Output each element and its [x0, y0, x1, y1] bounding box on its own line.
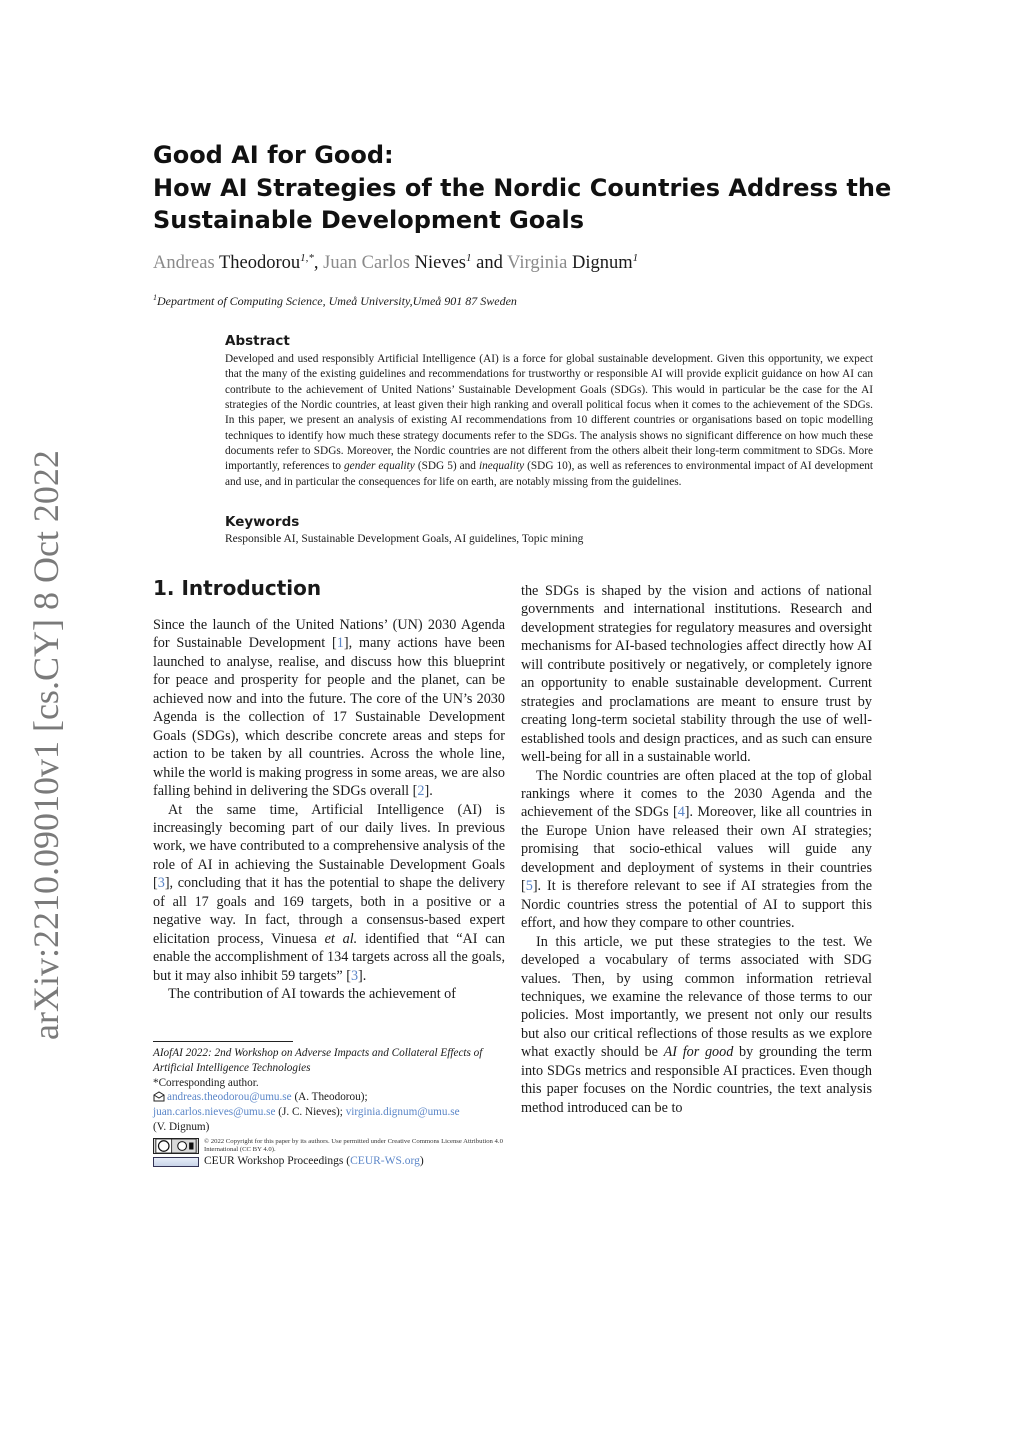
paragraph	[521, 767, 872, 933]
author-2-given: Juan Carlos	[323, 253, 410, 274]
text-run: Since the launch of the United Nations’ (UN) 2030 Agenda for Sustainable Development [	[153, 617, 505, 652]
author-1-mark: 1,*	[300, 252, 314, 264]
text-run: by grounding the term into SDGs metrics and responsible AI practices. Even though this paper focuses on the Nordic countries, the text analysis method introduced can be to	[521, 1044, 872, 1116]
paragraph: the SDGs is shaped by the vision and actions of national governments and international institutions. Research and development strategies for regulatory measures and oversight mechanisms for AI-based technologies affect directly how AI will contribute positively or negatively, or completely ignore an opportunity to enable sustainable development. Current strategies and proclamations are meant to ensure trust by creating long-term societal stability through the use of well-established tools and design practices, and as such can ensure well-being for all in a sustainable world.	[521, 583, 872, 766]
title-line-2: How AI Strategies of the Nordic Countries Address the	[153, 173, 892, 202]
abstract-part-2: (SDG 5) and	[414, 460, 479, 473]
author-3-mark: 1	[632, 252, 639, 264]
author-3-given: Virginia	[507, 253, 568, 274]
text-run: At the same time, Artificial Intelligence (AI) is increasingly becoming part of our daily lives. In previous work, we have contributed to a comprehensive analysis of the role of AI in achieving the Sustainable Development Goals [	[153, 801, 505, 892]
abstract-part-1: Developed and used responsibly Artificial Intelligence (AI) is a force for global sustainable development. Given this opportunity, we expect that the many of the existing guidelines and recommendations for trustworthy or responsible AI will provide explicit guidance on how AI can contribute to the achievement of United Nations’ Sustainable Development Goals (SDGs). This would in particular be the case for the AI strategies of the Nordic countries, at least given their high ranking and overall political focus when it comes to the achievement of the SDGs. In this paper, we present an analysis of existing AI recommendations from 10 different countries or organisations based on topic modelling techniques to identify how much these strategy documents refer to the SDGs. The analysis shows no significant difference on how much these documents refer to SDGs. Moreover, the Nordic countries are not different from the others albeit their long-term commitment to SDGs. More importantly, references to	[225, 353, 873, 473]
citation-link[interactable]: 3	[157, 875, 165, 892]
text-run: ]. It is therefore relevant to see if AI strategies from the Nordic countries stress the potential of AI to support this effort, and how they compare to other countries.	[521, 878, 872, 932]
text-run: ].	[424, 783, 433, 800]
text-run: ].	[358, 967, 367, 984]
abstract-emphasis-2: inequality	[478, 460, 525, 473]
citation-link[interactable]: 4	[677, 804, 685, 821]
author-and: and	[476, 253, 503, 274]
email-link-theodorou[interactable]: andreas.theodorou@umu.se	[167, 1091, 292, 1104]
envelope-icon	[153, 1091, 165, 1102]
left-column	[153, 616, 505, 1004]
email-line-2	[153, 1105, 505, 1120]
emphasis: AI for good	[663, 1044, 734, 1061]
footnote-rule	[153, 1041, 293, 1042]
text-run: identified that “AI can enable the accomplishment of 134 targets across all the goals, but it may also inhibit 59 targets” [	[153, 930, 505, 984]
abstract-text	[225, 352, 873, 490]
text-run: In this article, we put these strategies to the test. We developed a vocabulary of terms associated with SDG values. Then, by using common information retrieval techniques, we examine the relevance of those terms to our policies. Most importantly, we present not only our results but also our critical reflections of those results as we explore what exactly should be	[521, 933, 872, 1061]
right-column	[521, 582, 872, 1117]
email-link-nieves[interactable]: juan.carlos.nieves@umu.se	[153, 1106, 276, 1119]
paragraph	[153, 801, 505, 986]
abstract-emphasis-1: gender equality	[344, 460, 415, 473]
author-sep: ,	[313, 253, 319, 274]
venue-note: AIofAI 2022: 2nd Workshop on Adverse Impacts and Collateral Effects of Artificial Intelligence Technologies	[153, 1047, 483, 1074]
keywords-text: Responsible AI, Sustainable Development Goals, AI guidelines, Topic mining	[225, 533, 584, 545]
corresponding-note: *Corresponding author.	[153, 1076, 259, 1089]
citation-link[interactable]: 1	[336, 635, 344, 652]
text-run: ], concluding that it has the potential to shape the delivery of all 17 goals and 169 targets, both in a positive or a negative way. In fact, through a consensus-based expert elicitation process, Vinuesa	[153, 875, 505, 947]
ceur-link[interactable]: CEUR-WS.org	[350, 1155, 420, 1167]
text-run: CEUR Workshop Proceedings (	[204, 1155, 351, 1167]
author-2-mark: 1	[465, 252, 472, 264]
email-owner: (A. Theodorou);	[291, 1091, 368, 1104]
text-run: )	[419, 1155, 424, 1167]
et-al: et al.	[324, 930, 358, 947]
email-line-1	[153, 1090, 505, 1105]
keywords-heading: Keywords	[225, 514, 300, 530]
affiliation-text: Department of Computing Science, Umeå University,Umeå 901 87 Sweden	[157, 294, 517, 308]
ceur-proceedings	[204, 1155, 424, 1167]
section-heading: 1. Introduction	[153, 576, 322, 600]
text-run: ], many actions have been launched to analyse, realise, and discuss how this blueprint for peace and prosperity for people and the planet, can be achieved now and into the future. The core of the UN’s 2030 Agenda is the collection of 17 Sustainable Development Goals (SDGs), which describe concrete areas and steps for action to be taken by all countries. Across the whole line, while the world is making progress in some areas, we are also falling behind in delivering the SDGs overall [	[153, 635, 506, 800]
author-list	[153, 252, 638, 274]
abstract-block	[225, 333, 873, 490]
paragraph: The contribution of AI towards the achievement of	[168, 986, 456, 1003]
footnotes	[153, 1046, 505, 1135]
abstract-part-3: (SDG 10), as well as references to environmental impact of AI development and use, and in particular the consequences for life on earth, are notably missing from the guidelines.	[225, 460, 873, 488]
ceur-row	[153, 1155, 513, 1171]
paragraph	[521, 933, 872, 1118]
email-line-3: (V. Dignum)	[153, 1120, 210, 1133]
author-1-family: Theodorou	[218, 253, 301, 274]
abstract-heading: Abstract	[225, 333, 290, 349]
author-3-family: Dignum	[571, 253, 633, 274]
email-owner: (J. C. Nieves);	[275, 1106, 346, 1119]
paper-title	[153, 139, 892, 237]
title-line-3: Sustainable Development Goals	[153, 206, 584, 234]
email-link-dignum[interactable]: virginia.dignum@umu.se	[345, 1106, 460, 1119]
affiliation-mark: 1	[153, 293, 157, 302]
author-1-given: Andreas	[153, 253, 215, 274]
citation-link[interactable]: 3	[350, 967, 359, 984]
affiliation	[153, 293, 517, 309]
text-run: ]. Moreover, like all countries in the Europe Union have released their own AI strategies; promising that socio-ethical values will guide any development and deployment of systems in their countries [	[521, 804, 872, 895]
cc-by-logo	[153, 1138, 199, 1154]
license-row	[153, 1138, 513, 1156]
paragraph	[153, 616, 505, 801]
ceur-logo	[153, 1157, 199, 1167]
citation-link[interactable]: 2	[417, 783, 425, 800]
license-text: © 2022 Copyright for this paper by its authors. Use permitted under Creative Commons License Attribution 4.0 International (CC BY 4.0).	[204, 1138, 503, 1153]
text-run: The Nordic countries are often placed at the top of global rankings where it comes to the 2030 Agenda and the achievement of the SDGs [	[521, 767, 872, 821]
title-line-1: Good AI for Good:	[153, 141, 394, 169]
author-2-family: Nieves	[414, 253, 466, 274]
citation-link[interactable]: 5	[525, 878, 533, 895]
arxiv-identifier: arXiv:2210.09010v1 [cs.CY] 8 Oct 2022	[26, 450, 66, 1040]
